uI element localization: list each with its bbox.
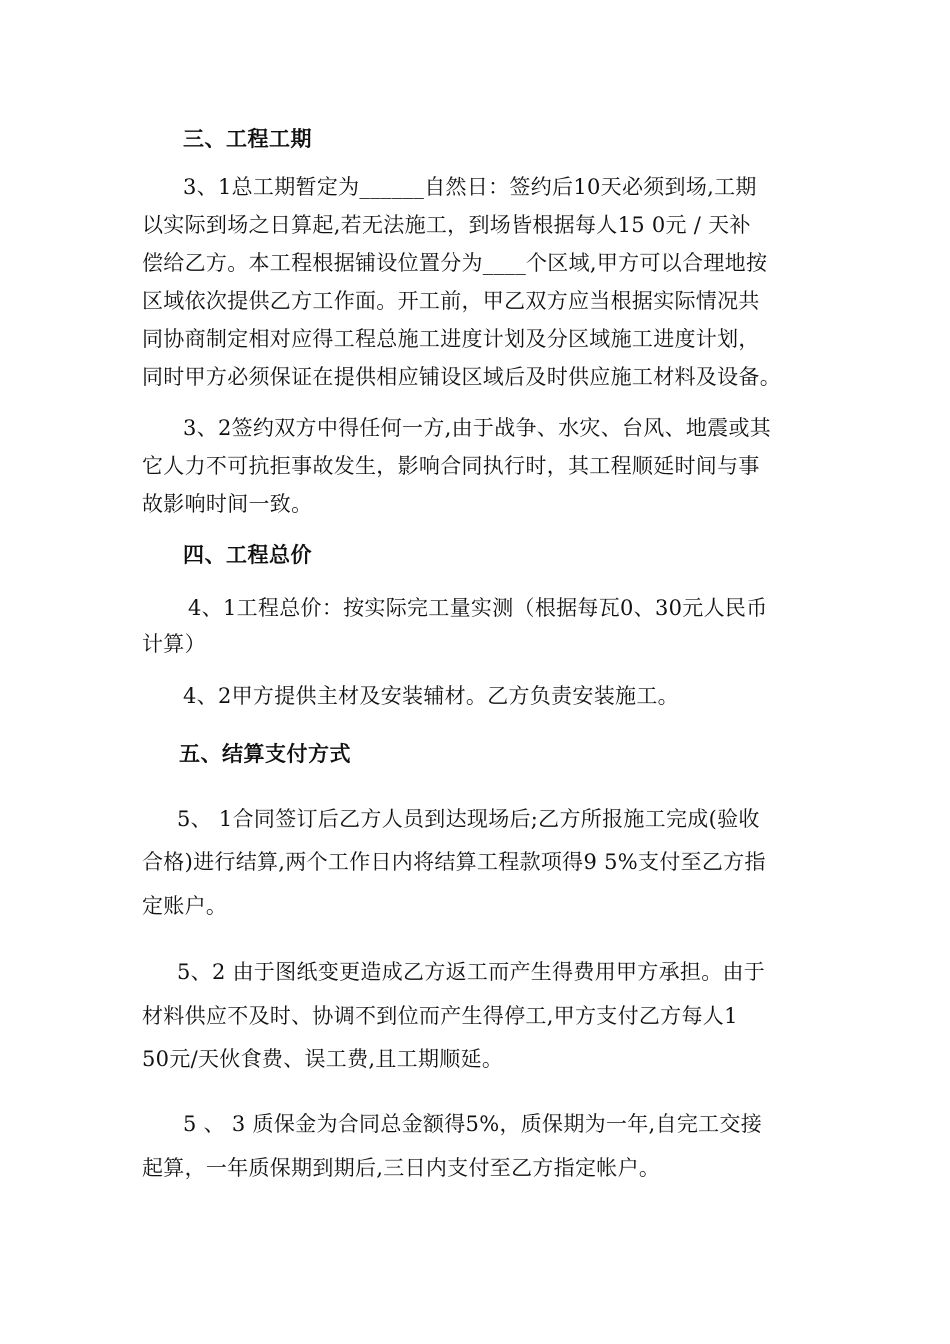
paragraph-line: 合格)进行结算,两个工作日内将结算工程款项得9 5%支付至乙方指 xyxy=(142,850,766,874)
paragraph-line: 它人力不可抗拒事故发生，影响合同执行时，其工程顺延时间与事 xyxy=(142,454,760,478)
paragraph-line: 50元/天伙食费、误工费,且工期顺延。 xyxy=(142,1047,504,1071)
paragraph-line: 材料供应不及时、协调不到位而产生得停工,甲方支付乙方每人1 xyxy=(142,1004,738,1028)
paragraph-line: 5、 1合同签订后乙方人员到达现场后;乙方所报施工完成(验收 xyxy=(177,807,760,831)
paragraph-line: 4、2甲方提供主材及安装辅材。乙方负责安装施工。 xyxy=(183,684,679,708)
section-heading-payment: 五、结算支付方式 xyxy=(179,742,351,766)
section-heading-total-price: 四、工程总价 xyxy=(183,543,312,567)
paragraph-line: 5 、 3 质保金为合同总金额得5%，质保期为一年,自完工交接 xyxy=(183,1112,763,1136)
paragraph-line: 5、2 由于图纸变更造成乙方返工而产生得费用甲方承担。由于 xyxy=(177,960,766,984)
paragraph-line: 3、2签约双方中得任何一方,由于战争、水灾、台风、地震或其 xyxy=(183,416,772,440)
paragraph-line: 计算） xyxy=(142,632,206,656)
paragraph-line: 4、1工程总价：按实际完工量实测（根据每瓦0、30元人民币 xyxy=(188,596,768,620)
paragraph-line: 偿给乙方。本工程根据铺设位置分为____个区域,甲方可以合理地按 xyxy=(142,251,768,275)
paragraph-line: 同协商制定相对应得工程总施工进度计划及分区域施工进度计划， xyxy=(142,327,760,351)
paragraph-line: 以实际到场之日算起,若无法施工，到场皆根据每人15 0元 / 天补 xyxy=(142,213,751,237)
paragraph-line: 定账户。 xyxy=(142,894,228,918)
paragraph-line: 区域依次提供乙方工作面。开工前，甲乙双方应当根据实际情况共 xyxy=(142,289,760,313)
paragraph-line: 同时甲方必须保证在提供相应铺设区域后及时供应施工材料及设备。 xyxy=(142,365,781,389)
paragraph-line: 故影响时间一致。 xyxy=(142,492,313,516)
paragraph-line: 起算，一年质保期到期后,三日内支付至乙方指定帐户。 xyxy=(142,1156,661,1180)
section-heading-schedule: 三、工程工期 xyxy=(183,127,312,151)
paragraph-line: 3、1总工期暂定为______自然日：签约后10天必须到场,工期 xyxy=(183,175,757,199)
